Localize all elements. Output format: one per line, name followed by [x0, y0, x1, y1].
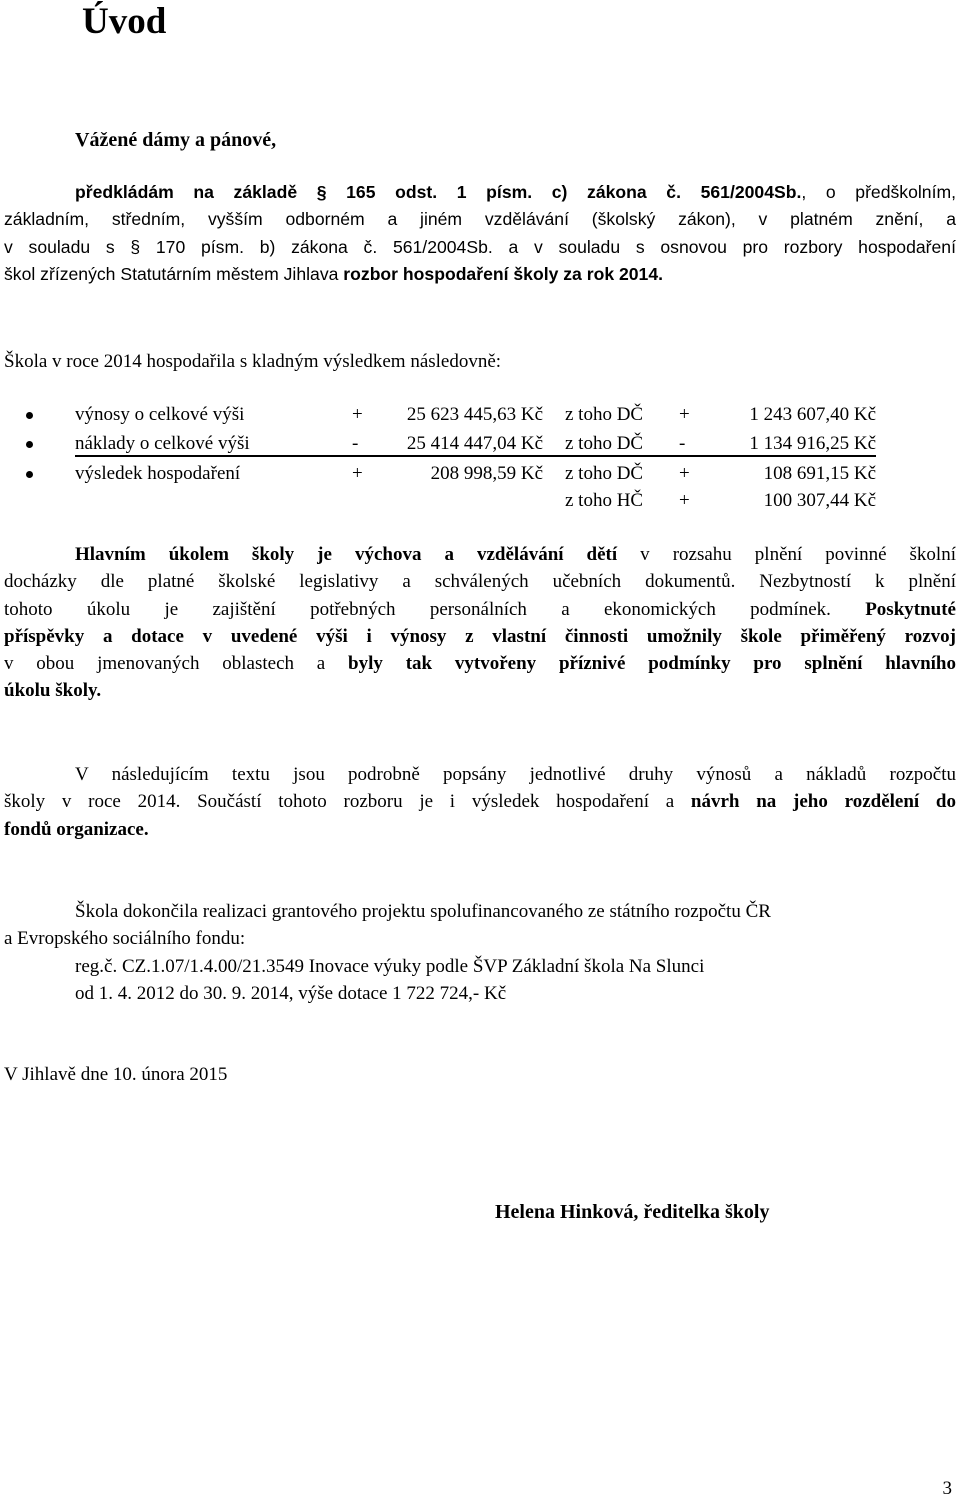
- financial-row-main-activity: z toho HČ + 100 307,44 Kč: [565, 490, 876, 511]
- intro-paragraph: předkládám na základě § 165 odst. 1 písm. c) zákona č. 561/2004Sb., o předškolním, základním, středním, vyšším odborném a jiném vzdělávání (školský zákon), v platném znění, a v souladu s § 170 písm. b) zákona č. 561/2004Sb. a v souladu s osnovou pro rozbory hospodaření škol zřízených Statutárním městem Jihlava rozbor hospodaření školy za rok 2014.: [4, 182, 956, 284]
- bullet-icon: [26, 441, 33, 448]
- greeting: Vážené dámy a pánové,: [75, 129, 277, 151]
- sum-underline: [75, 455, 876, 457]
- main-task-paragraph: Hlavním úkolem školy je výchova a vzdělávání dětí v rozsahu plnění povinné školní docházky dle platné školské legislativy a schválených učebních dokumentů. Nezbytností k plnění tohoto úkolu je zajištění potřebných personálních a ekonomických podmínek. Poskytnuté příspěvky a dotace v uvedené výši i výnosy z vlastní činnosti umožnily škole přiměřený rozvoj v obou jmenovaných oblastech a byly tak vytvořeny příznivé podmínky pro splnění hlavního úkolu školy.: [4, 544, 956, 702]
- grant-paragraph: Škola dokončila realizaci grantového projektu spolufinancovaného ze státního rozpočtu ČR a Evropského sociálního fondu: reg.č. CZ.1.07/1.4.00/21.3549 Inovace výuky podle ŠVP Základní škola Na Slunci od 1. 4. 2012 do 30. 9. 2014, výše dotace 1 722 724,- Kč: [4, 901, 771, 1004]
- financial-row-costs: náklady o celkové výši - 25 414 447,04 Kč z toho DČ - 1 134 916,25 Kč: [0, 430, 960, 458]
- result-intro: Škola v roce 2014 hospodařila s kladným výsledkem následovně:: [4, 351, 502, 372]
- intro-bold-lead: předkládám na základě § 165 odst. 1 písm. c) zákona č. 561/2004Sb.: [75, 182, 802, 202]
- budget-paragraph: V následujícím textu jsou podrobně popsány jednotlivé druhy výnosů a nákladů rozpočtu školy v roce 2014. Součástí tohoto rozboru je i výsledek hospodaření a návrh na jeho rozdělení do fondů organizace.: [4, 764, 956, 840]
- financial-row-revenues: výnosy o celkové výši + 25 623 445,63 Kč z toho DČ + 1 243 607,40 Kč: [0, 401, 960, 429]
- page-number: 3: [942, 1478, 952, 1499]
- signature: Helena Hinková, ředitelka školy: [495, 1201, 770, 1223]
- date-line: V Jihlavě dne 10. února 2015: [4, 1064, 228, 1085]
- bullet-icon: [26, 471, 33, 478]
- page-title: Úvod: [82, 1, 167, 42]
- financial-row-result: výsledek hospodaření + 208 998,59 Kč z toho DČ + 108 691,15 Kč: [0, 460, 960, 488]
- bullet-icon: [26, 412, 33, 419]
